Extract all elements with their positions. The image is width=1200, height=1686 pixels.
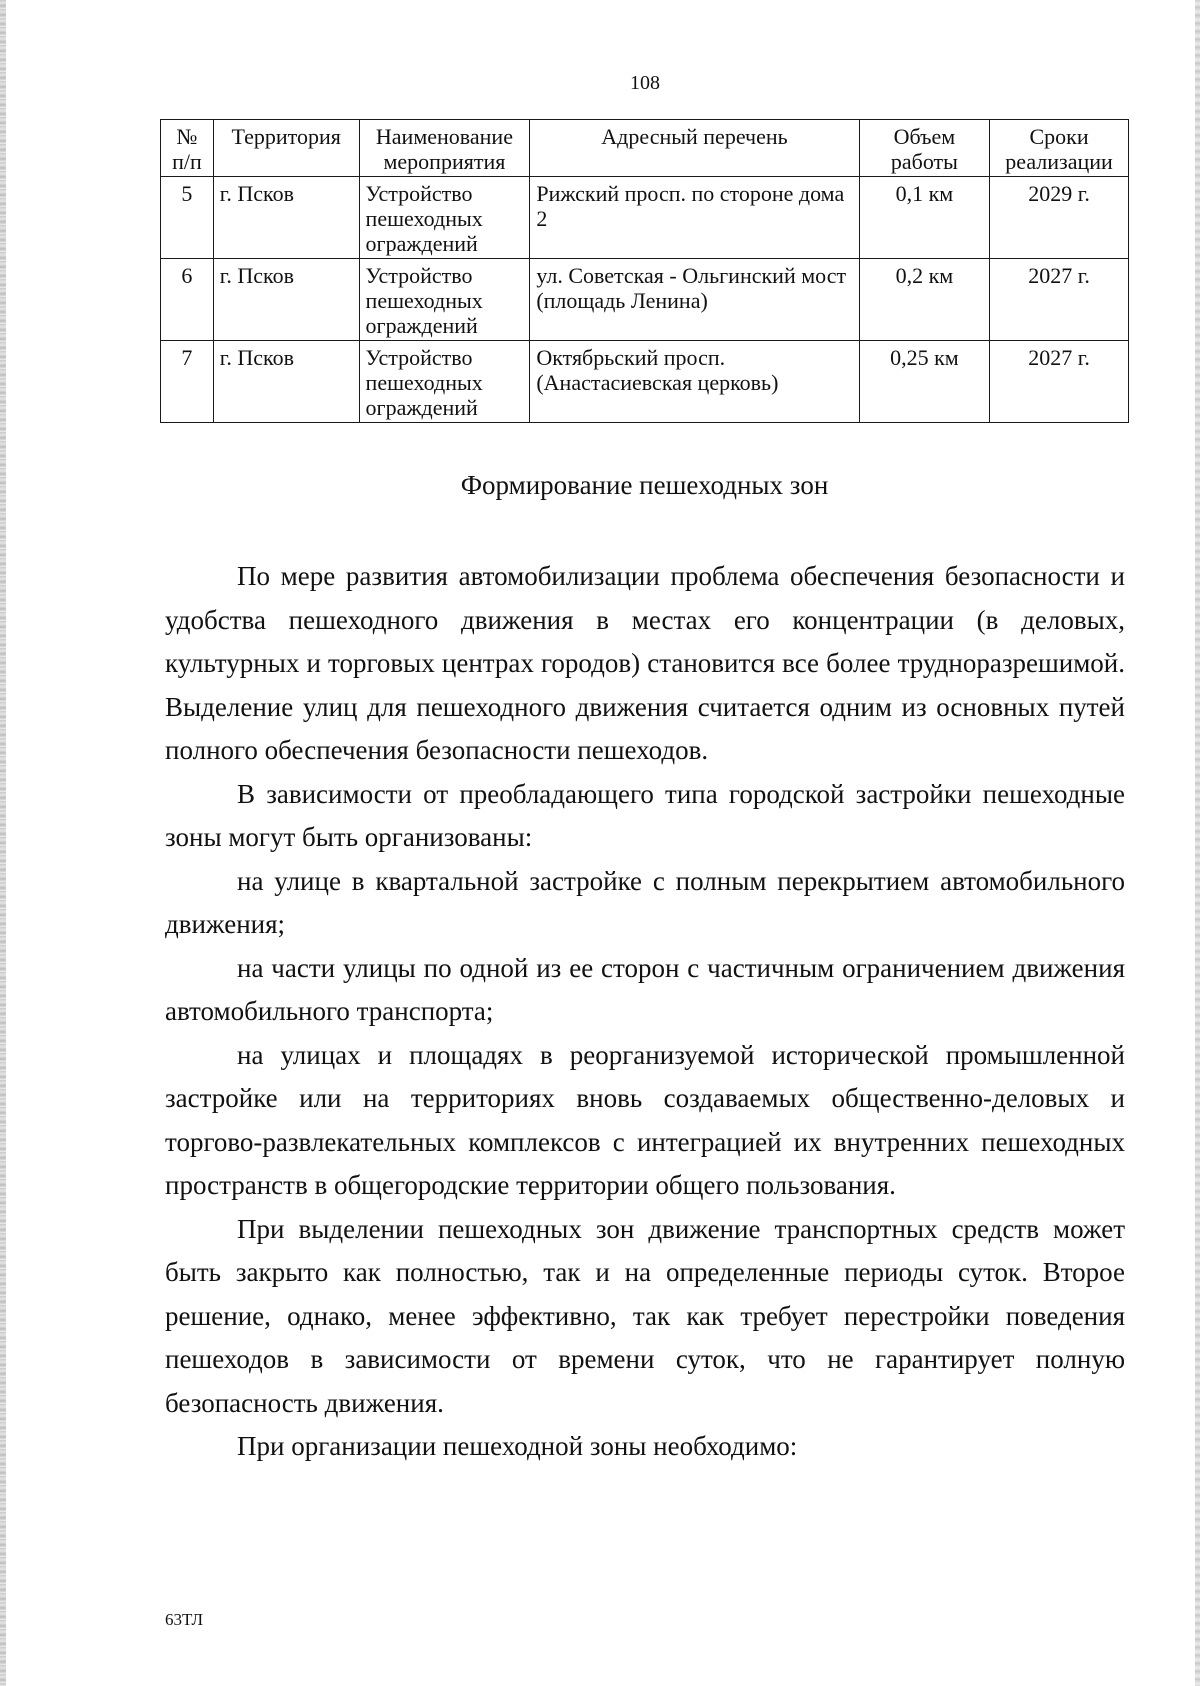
row-name: Устройство пешеходных ограждений	[359, 177, 530, 259]
table-row	[161, 177, 1129, 259]
row-territory: г. Псков	[213, 177, 359, 259]
scan-edge-left	[0, 0, 6, 1686]
header-volume: Объем работы	[859, 120, 989, 177]
body-text	[165, 555, 1125, 1469]
row-term: 2029 г.	[990, 177, 1129, 259]
paragraph: на улице в квартальной застройке с полным перекрытием автомобильного движения;	[165, 865, 1125, 939]
paragraph: на улицах и площадях в реорганизуемой исторической промышленной застройке или на территориях вновь создаваемых общественно-деловых и торгово-развлекательных комплексов с интеграцией их внутренних пешеходных пространств в общегородские территории общего пользования.	[165, 1039, 1125, 1200]
row-num: 7	[161, 341, 214, 423]
row-volume: 0,2 км	[859, 259, 989, 341]
header-term: Сроки реализации	[990, 120, 1129, 177]
paragraph: По мере развития автомобилизации проблема обеспечения безопасности и удобства пешеходного движения в местах его концентрации (в деловых, культурных и торговых центрах городов) становится все более трудноразрешимой. Выделение улиц для пешеходного движения считается одним из основных путей полного обеспечения безопасности пешеходов.	[165, 561, 1125, 765]
row-volume: 0,25 км	[859, 341, 989, 423]
header-address: Адресный перечень	[530, 120, 859, 177]
row-territory: г. Псков	[213, 341, 359, 423]
table-header-row	[161, 120, 1129, 177]
row-name: Устройство пешеходных ограждений	[359, 259, 530, 341]
table-row	[161, 259, 1129, 341]
paragraph: В зависимости от преобладающего типа городской застройки пешеходные зоны могут быть организованы:	[165, 778, 1125, 852]
header-territory: Территория	[213, 120, 359, 177]
scan-edge-right	[1195, 0, 1200, 1686]
section-title: Формирование пешеходных зон	[460, 470, 829, 500]
row-territory: г. Псков	[213, 259, 359, 341]
page-number: 108	[630, 72, 660, 94]
row-term: 2027 г.	[990, 341, 1129, 423]
row-term: 2027 г.	[990, 259, 1129, 341]
row-volume: 0,1 км	[859, 177, 989, 259]
header-num: № п/п	[161, 120, 214, 177]
footer-code: 63ТЛ	[165, 1610, 204, 1629]
row-num: 5	[161, 177, 214, 259]
paragraph: При организации пешеходной зоны необходимо:	[237, 1431, 798, 1461]
row-address: Октябрьский просп. (Анастасиевская церковь)	[530, 341, 859, 423]
header-name: Наименование мероприятия	[359, 120, 530, 177]
row-num: 6	[161, 259, 214, 341]
table-row	[161, 341, 1129, 423]
row-name: Устройство пешеходных ограждений	[359, 341, 530, 423]
paragraph: При выделении пешеходных зон движение транспортных средств может быть закрыто как полностью, так и на определенные периоды суток. Второе решение, однако, менее эффективно, так как требует перестройки поведения пешеходов в зависимости от времени суток, что не гарантирует полную безопасность движения.	[165, 1213, 1125, 1418]
paragraph: на части улицы по одной из ее сторон с частичным ограничением движения автомобильного транспорта;	[165, 952, 1125, 1026]
row-address: ул. Советская - Ольгинский мост (площадь Ленина)	[530, 259, 859, 341]
row-address: Рижский просп. по стороне дома 2	[530, 177, 859, 259]
measures-table	[160, 119, 1129, 423]
